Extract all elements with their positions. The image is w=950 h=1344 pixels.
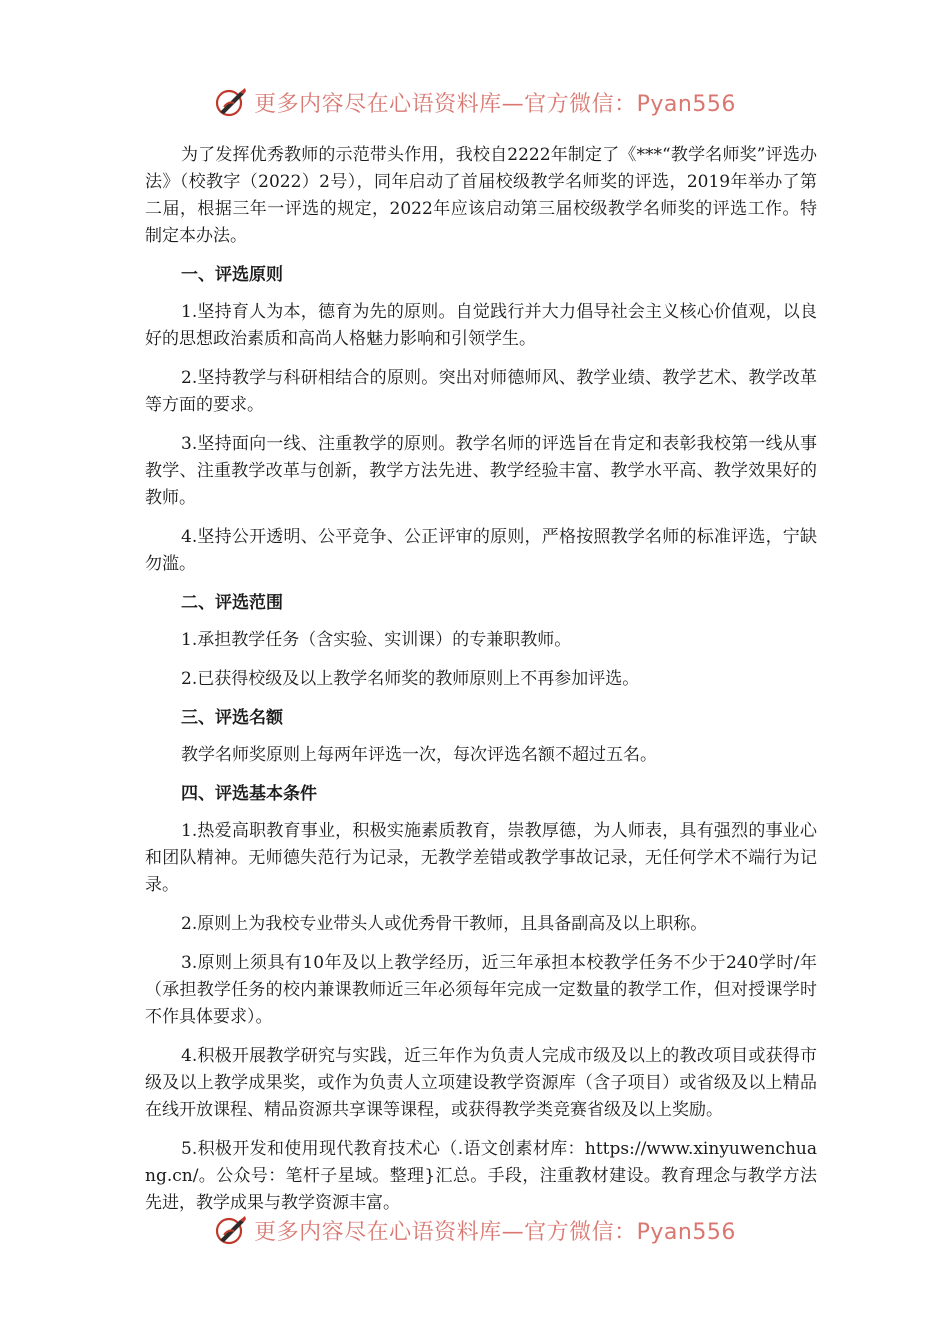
paragraph: 1.承担教学任务（含实验、实训课）的专兼职教师。 xyxy=(181,630,572,650)
paragraph: 4.积极开展教学研究与实践，近三年作为负责人完成市级及以上的教改项目或获得市级及以上教学成果奖，或作为负责人立项建设教学资源库（含子项目）或省级及以上精品在线开放课程、精品资源共享课等课程，或获得教学类竞赛省级及以上奖励。 xyxy=(145,1046,817,1120)
paragraph: 教学名师奖原则上每两年评选一次，每次评选名额不超过五名。 xyxy=(181,745,657,765)
paragraph: 2.坚持教学与科研相结合的原则。突出对师德师风、教学业绩、教学艺术、教学改革等方面的要求。 xyxy=(145,368,817,415)
intro-paragraph: 为了发挥优秀教师的示范带头作用，我校自2222年制定了《***“教学名师奖”评选办法》（校教字（2022）2号），同年启动了首届校级教学名师奖的评选，2019年举办了第二届，根据三年一评选的规定，2022年应该启动第三届校级教学名师奖的评选工作。特制定本办法。 xyxy=(145,145,817,246)
banner-text: 更多内容尽在心语资料库—官方微信：Pyan556 xyxy=(254,91,736,117)
document-body xyxy=(145,142,817,1229)
pen-logo-icon xyxy=(214,85,248,119)
paragraph: 2.已获得校级及以上教学名师奖的教师原则上不再参加评选。 xyxy=(181,669,640,689)
section-heading: 一、评选原则 xyxy=(181,265,283,285)
paragraph: 4.坚持公开透明、公平竞争、公正评审的原则，严格按照教学名师的标准评选，宁缺勿滥。 xyxy=(145,527,817,574)
paragraph: 3.原则上须具有10年及以上教学经历，近三年承担本校教学任务不少于240学时/年（承担教学任务的校内兼课教师近三年必须每年完成一定数量的教学工作，但对授课学时不作具体要求）。 xyxy=(145,953,817,1027)
paragraph: 5.积极开发和使用现代教育技术心（.语文创素材库：https://www.xinyuwenchuang.cn/。公众号：笔杆子星域。整理}汇总。手段，注重教材建设。教育理念与教学方法先进，教学成果与教学资源丰富。 xyxy=(145,1139,817,1213)
paragraph: 3.坚持面向一线、注重教学的原则。教学名师的评选旨在肯定和表彰我校第一线从事教学、注重教学改革与创新，教学方法先进、教学经验丰富、教学水平高、教学效果好的教师。 xyxy=(145,434,817,508)
paragraph: 1.坚持育人为本，德育为先的原则。自觉践行并大力倡导社会主义核心价值观，以良好的思想政治素质和高尚人格魅力影响和引领学生。 xyxy=(145,302,817,349)
banner-text: 更多内容尽在心语资料库—官方微信：Pyan556 xyxy=(254,1219,736,1245)
paragraph: 1.热爱高职教育事业，积极实施素质教育，崇教厚德，为人师表，具有强烈的事业心和团队精神。无师德失范行为记录，无教学差错或教学事故记录，无任何学术不端行为记录。 xyxy=(145,821,817,895)
section-heading: 三、评选名额 xyxy=(181,708,283,728)
paragraph: 2.原则上为我校专业带头人或优秀骨干教师，且具备副高及以上职称。 xyxy=(181,914,708,934)
footer-watermark-banner xyxy=(0,1208,950,1252)
section-heading: 四、评选基本条件 xyxy=(181,784,317,804)
pen-logo-icon xyxy=(214,1213,248,1247)
section-heading: 二、评选范围 xyxy=(181,593,283,613)
header-watermark-banner xyxy=(0,80,950,124)
